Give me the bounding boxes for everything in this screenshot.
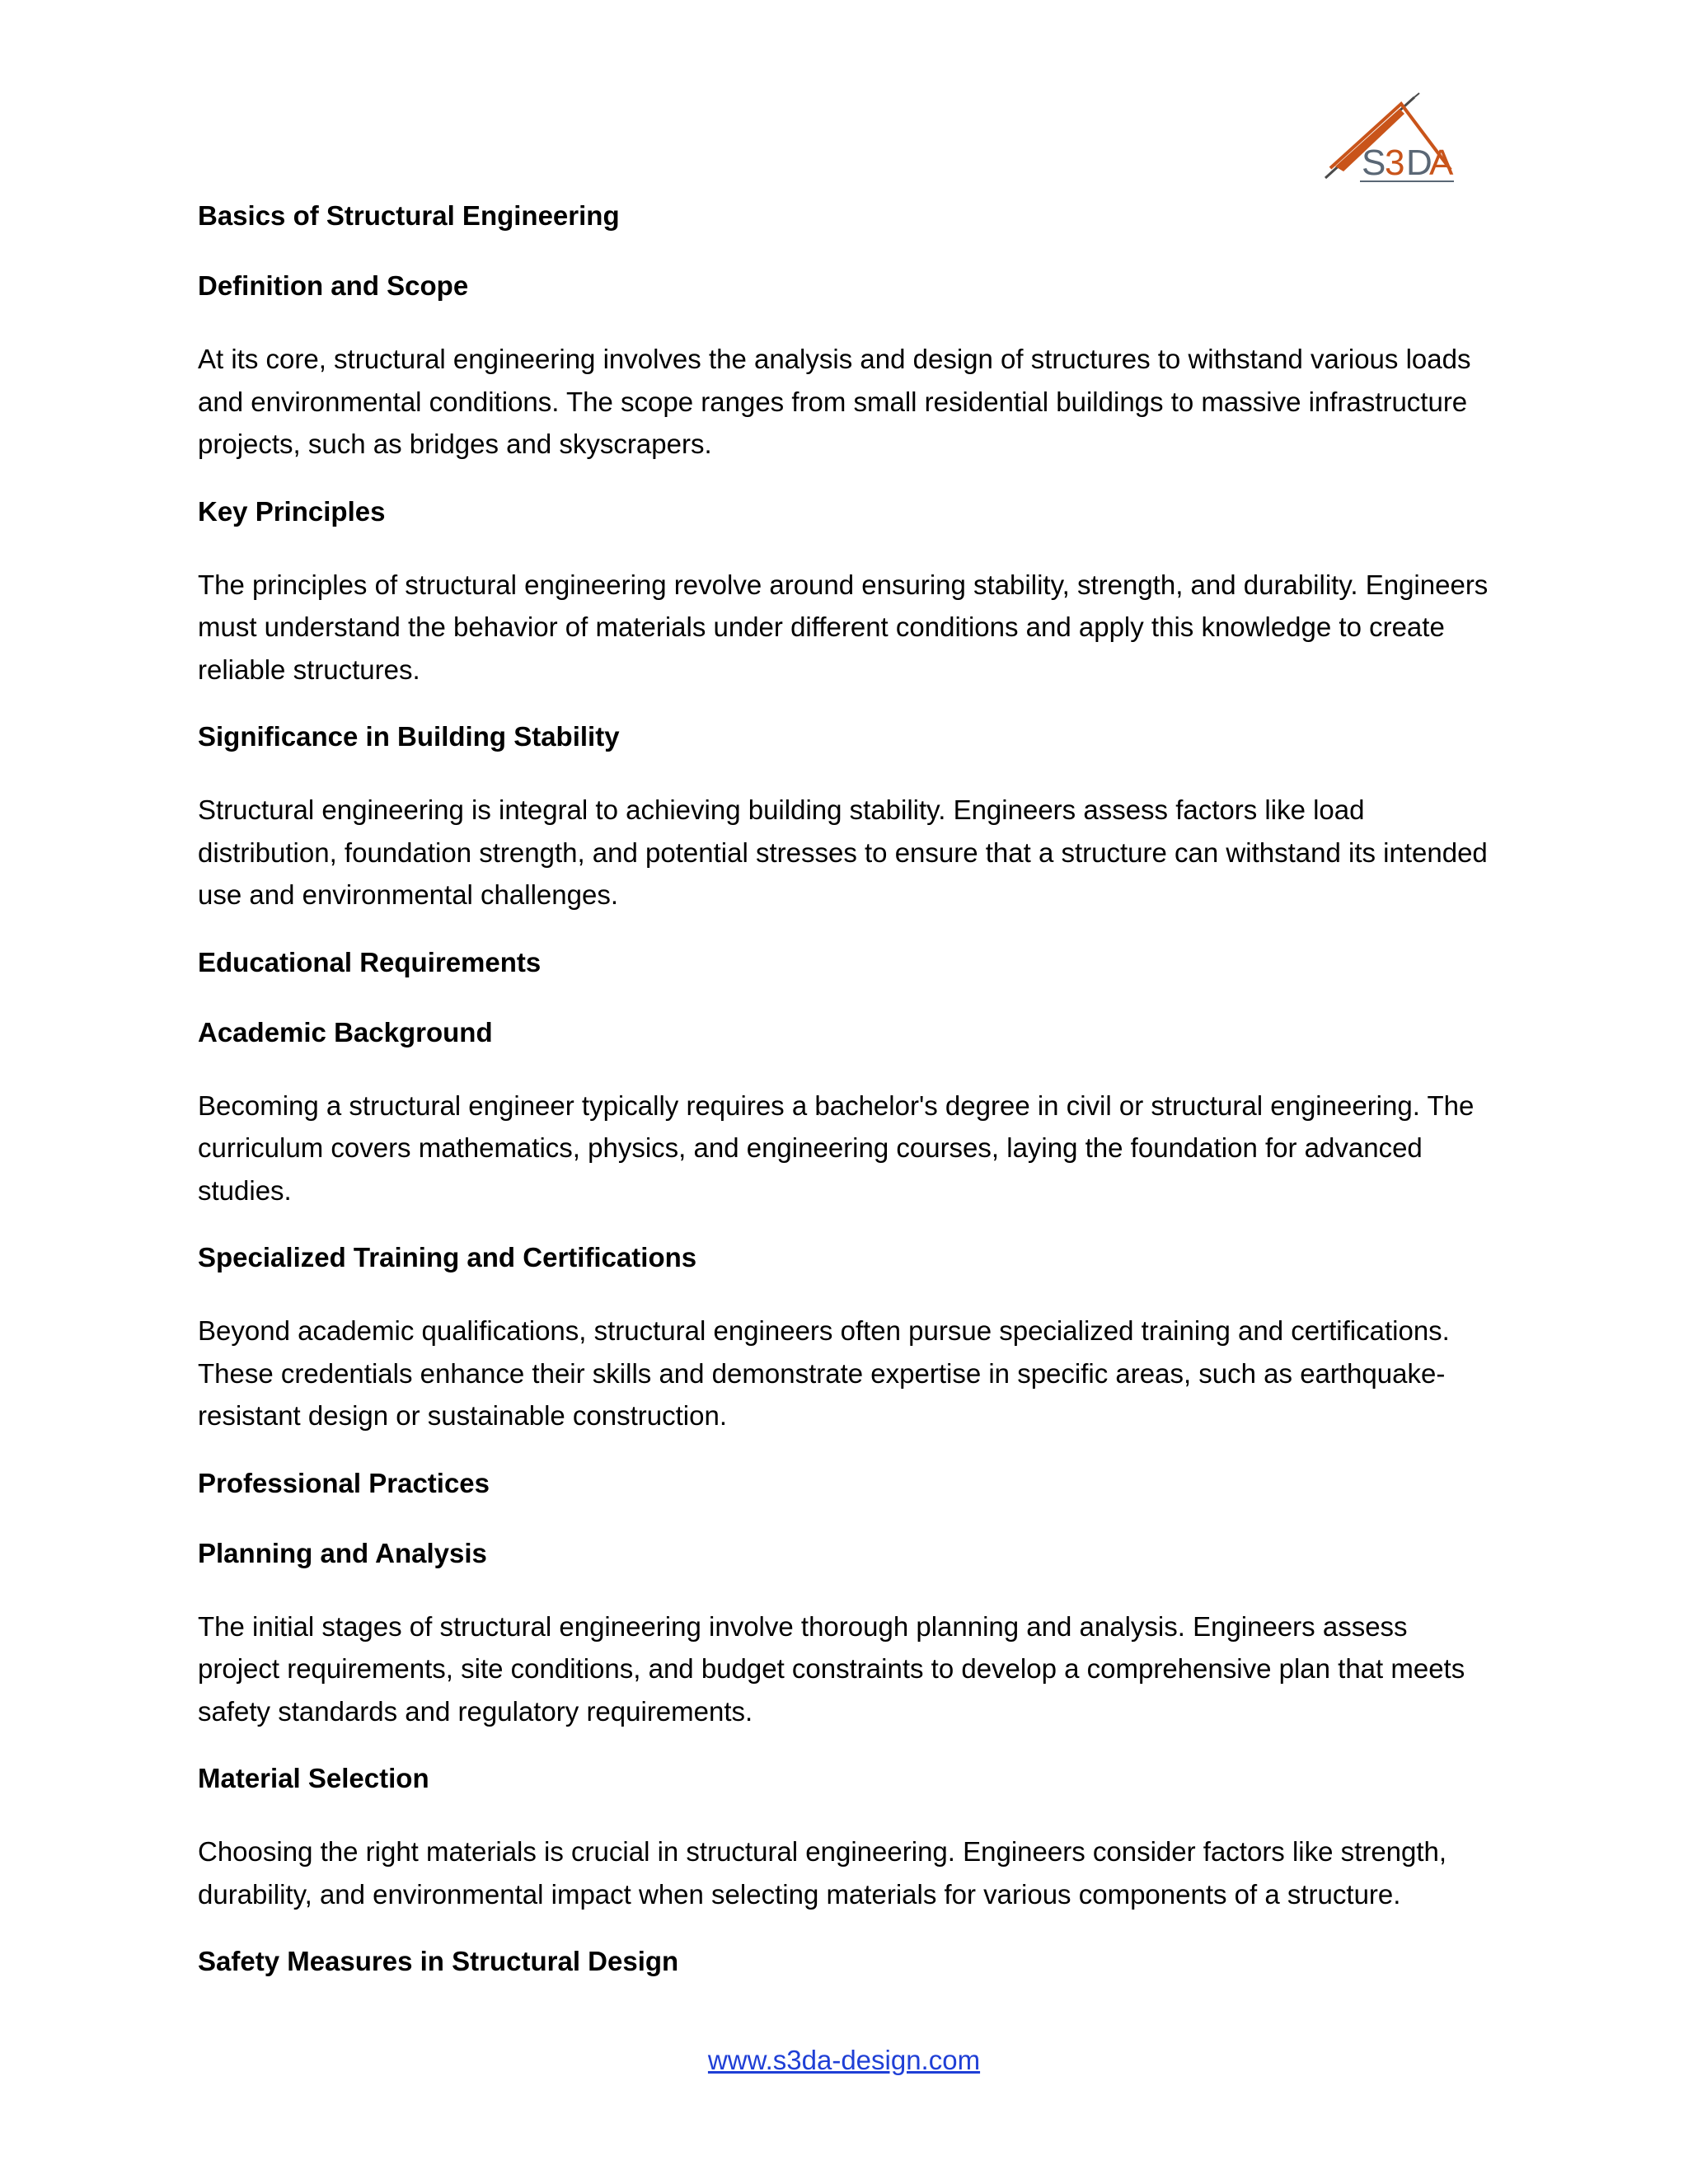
- body-paragraph: Structural engineering is integral to achieving building stability. Engineers assess factors like load distribution, foundation strength, and potential stresses to ensure that a structure can withstand its intended use and environmental challenges.: [198, 794, 1488, 910]
- section-heading: Planning and Analysis: [198, 1537, 487, 1568]
- footer: [0, 2042, 1688, 2079]
- section-heading: Academic Background: [198, 1016, 493, 1047]
- section-heading: Basics of Structural Engineering: [198, 200, 620, 231]
- body-paragraph: Becoming a structural engineer typically requires a bachelor's degree in civil or structural engineering. The curriculum covers mathematics, physics, and engineering courses, laying the foundation for advanced studies.: [198, 1090, 1475, 1206]
- body-paragraph: Choosing the right materials is crucial in structural engineering. Engineers consider factors like strength, durability, and environmental impact when selecting materials for various components of a structure.: [198, 1836, 1447, 1910]
- s3da-logo: [1319, 92, 1459, 190]
- body-paragraph: At its core, structural engineering involves the analysis and design of structures to withstand various loads and environmental conditions. The scope ranges from small residential buildings to massive infrastructure projects, such as bridges and skyscrapers.: [198, 344, 1471, 459]
- section-heading: Significance in Building Stability: [198, 721, 620, 752]
- document-body: [198, 198, 1492, 2013]
- section-heading: Professional Practices: [198, 1467, 490, 1498]
- section-heading: Definition and Scope: [198, 270, 469, 301]
- section-heading: Safety Measures in Structural Design: [198, 1946, 679, 1976]
- body-paragraph: Beyond academic qualifications, structural engineers often pursue specialized training and certifications. These credentials enhance their skills and demonstrate expertise in specific areas, such as earthquake-resistant design or sustainable construction.: [198, 1315, 1450, 1431]
- svg-text:3: 3: [1385, 143, 1405, 183]
- svg-text:D: D: [1406, 143, 1432, 183]
- body-paragraph: The principles of structural engineering revolve around ensuring stability, strength, and durability. Engineers must understand the behavior of materials under different conditions and apply this knowledge to create reliable structures.: [198, 569, 1489, 685]
- svg-text:S: S: [1362, 143, 1386, 183]
- section-heading: Material Selection: [198, 1763, 429, 1793]
- section-heading: Specialized Training and Certifications: [198, 1242, 697, 1272]
- svg-text:A: A: [1429, 143, 1454, 183]
- website-link[interactable]: www.s3da-design.com: [707, 2045, 981, 2075]
- section-heading: Key Principles: [198, 495, 386, 527]
- body-paragraph: The initial stages of structural engineering involve thorough planning and analysis. Engineers assess project requirements, site conditions, and budget constraints to develop a comprehensive plan that meets safety standards and regulatory requirements.: [198, 1610, 1465, 1727]
- section-heading: Educational Requirements: [198, 946, 542, 977]
